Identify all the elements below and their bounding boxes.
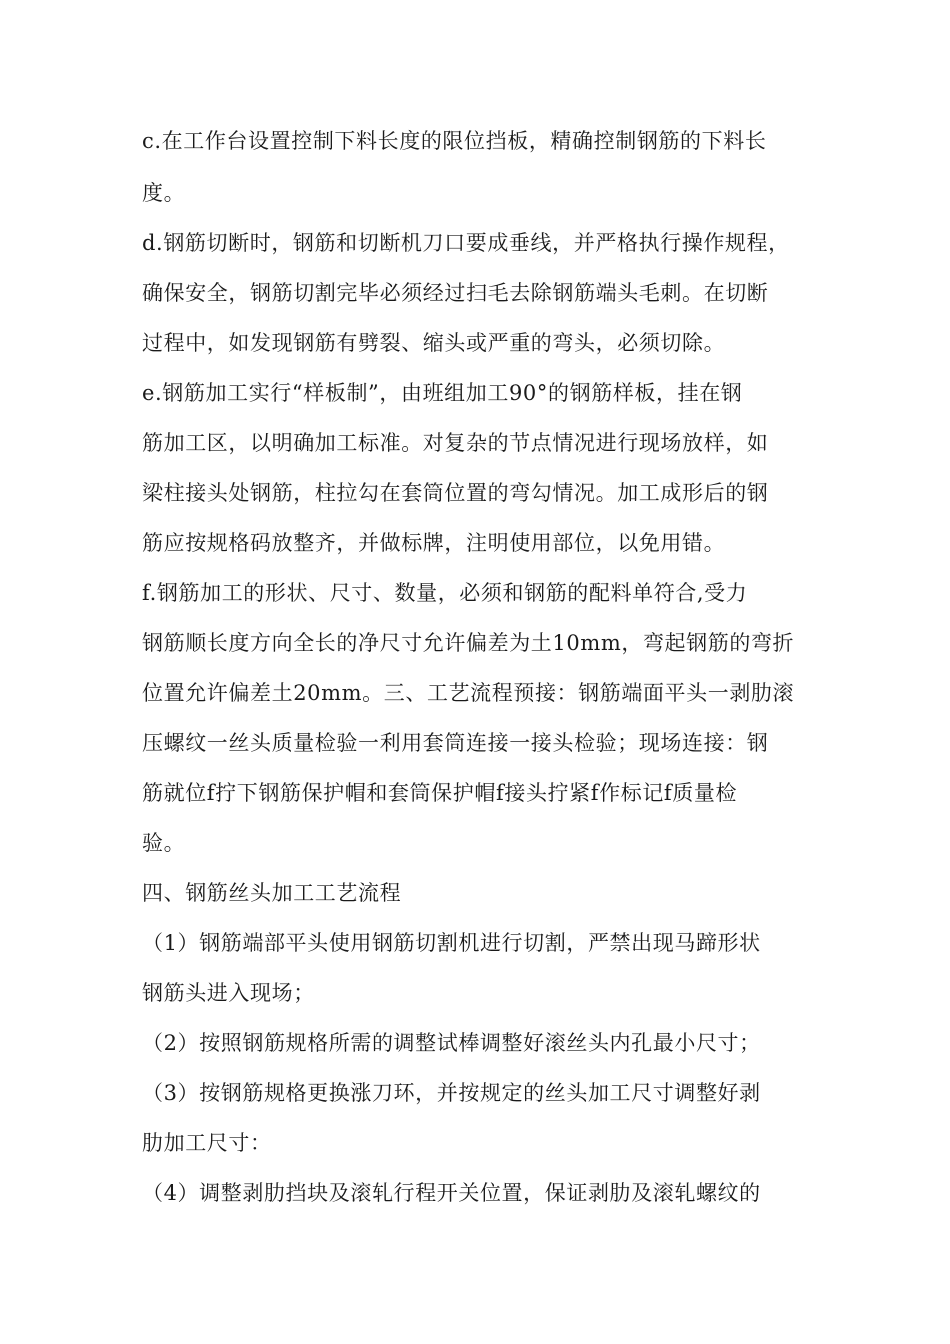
text-line: 筋就位f拧下钢筋保护帽和套筒保护帽f接头拧紧f作标记f质量检 <box>142 781 738 805</box>
list-item-3: （3）按钢筋规格更换涨刀环，并按规定的丝头加工尺寸调整好剥 <box>142 1081 761 1105</box>
text-line: 钢筋头进入现场； <box>142 981 315 1005</box>
text-line: 梁柱接头处钢筋，柱拉勾在套筒位置的弯勾情况。加工成形后的钢 <box>142 481 769 505</box>
text-line: 筋加工区，以明确加工标准。对复杂的节点情况进行现场放样，如 <box>142 431 769 455</box>
text-line-c: c.在工作台设置控制下料长度的限位挡板，精确控制钢筋的下料长 <box>142 129 767 153</box>
text-line: 筋应按规格码放整齐，并做标牌，注明使用部位，以免用错。 <box>142 531 726 555</box>
text-line: 确保安全，钢筋切割完毕必须经过扫毛去除钢筋端头毛刺。在切断 <box>142 281 769 305</box>
text-line: 钢筋顺长度方向全长的净尺寸允许偏差为土10mm，弯起钢筋的弯折 <box>142 631 795 655</box>
text-line: 过程中，如发现钢筋有劈裂、缩头或严重的弯头，必须切除。 <box>142 331 726 355</box>
text-line: 度。 <box>142 181 186 205</box>
text-line-f: f.钢筋加工的形状、尺寸、数量，必须和钢筋的配料单符合,受力 <box>142 581 748 605</box>
text-line: 验。 <box>142 831 186 855</box>
text-line: 压螺纹一丝头质量检验一利用套筒连接一接头检验；现场连接：钢 <box>142 731 769 755</box>
text-line: 肋加工尺寸： <box>142 1131 272 1155</box>
text-line-d: d.钢筋切断时，钢筋和切断机刀口要成垂线，并严格执行操作规程， <box>142 231 790 255</box>
list-item-2: （2）按照钢筋规格所需的调整试棒调整好滚丝头内孔最小尺寸； <box>142 1031 761 1055</box>
section-heading: 四、钢筋丝头加工工艺流程 <box>142 881 402 905</box>
list-item-4: （4）调整剥肋挡块及滚轧行程开关位置，保证剥肋及滚轧螺纹的 <box>142 1181 761 1205</box>
text-line: 位置允许偏差土20mm。三、工艺流程预接：钢筋端面平头一剥肋滚 <box>142 681 795 705</box>
text-line-e: e.钢筋加工实行“样板制”，由班组加工90°的钢筋样板，挂在钢 <box>142 381 743 405</box>
list-item-1: （1）钢筋端部平头使用钢筋切割机进行切割，严禁出现马蹄形状 <box>142 931 761 955</box>
